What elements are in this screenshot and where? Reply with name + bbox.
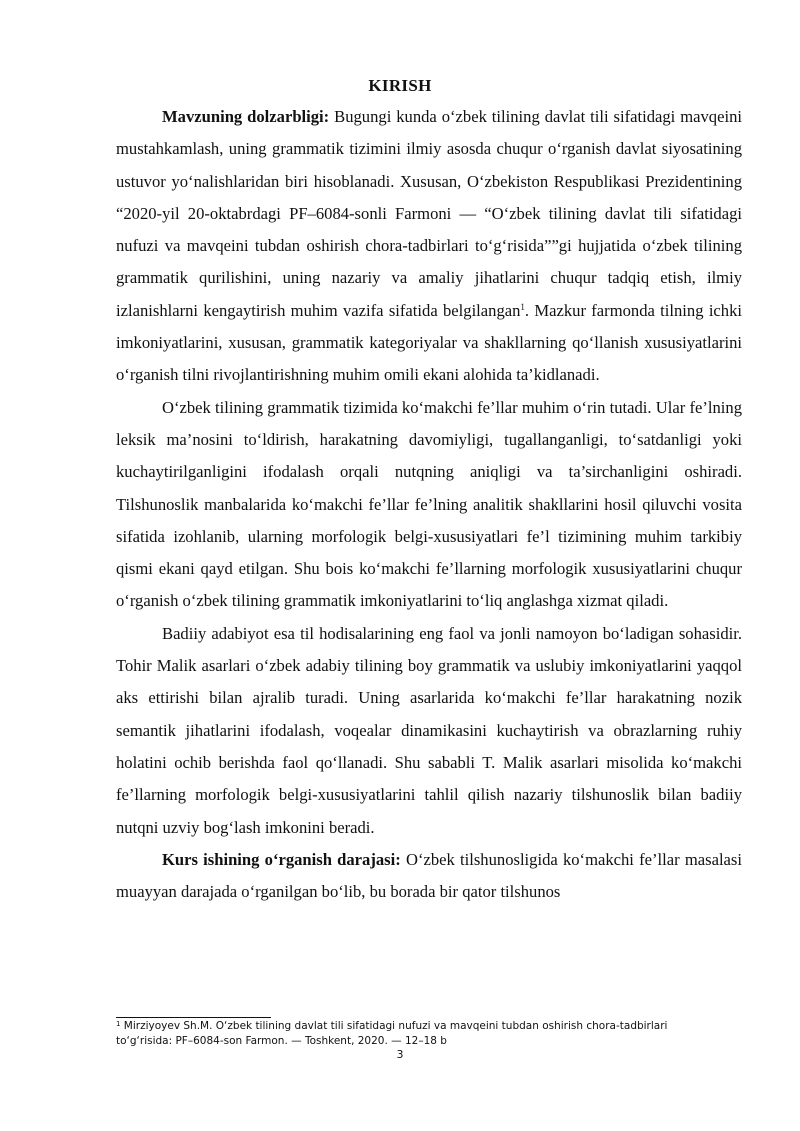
footnote-reference: 1 <box>520 301 525 312</box>
paragraph-lead: Mavzuning dolzarbligi: <box>162 107 330 126</box>
paragraph-lead: Kurs ishining o‘rganish darajasi: <box>162 849 401 869</box>
page-title: KIRISH <box>368 76 432 95</box>
paragraph-relevance <box>116 101 742 392</box>
footnote-divider <box>116 1017 271 1018</box>
footnote-marker: 1 <box>116 1020 121 1028</box>
paragraph-literature: Badiiy adabiyot esa til hodisalarining eng faol va jonli namoyon bo‘ladigan sohasidir. Tohir Malik asarlari o‘zbek adabiy tilining boy grammatik va uslubiy imkoniyatlarini yaqqol aks ettirishi bilan ajralib turadi. Uning asarlarida ko‘makchi fe’llar harakatning nozik semantik jihatlarini ifodalash, voqealar dinamikasini kuchaytirish va obrazlarning ruhiy holatini ochib berishda faol qo‘llanadi. Shu sababli T. Malik asarlari misolida ko‘makchi fe’llarning morfologik belgi-xususiyatlarini tahlil qilish nazariy tilshunoslik bilan badiiy nutqni uzviy bog‘lash imkonini beradi. <box>116 623 742 837</box>
paragraph-text: Bugungi kunda o‘zbek tilining davlat tili sifatidagi mavqeini mustahkamlash, uning grammatik tizimini ilmiy asosda chuqur o‘rganish davlat siyosatining ustuvor yo‘nalishlaridan biri hisoblanadi. Xususan, O‘zbekiston Respublikasi Prezidentining “2020-yil 20-oktabrdagi PF–6084-sonli Farmoni — “O‘zbek tilining davlat tili sifatidagi nufuzi va mavqeini tubdan oshirish chora-tadbirlari to‘g‘risida””gi hujjatida o‘zbek tilining grammatik qurilishini, uning nazariy va amaliy jihatlarini chuqur tadqiq etish, ilmiy izlanishlarni kengaytirish muhim vazifa sifatida belgilangan <box>116 107 742 320</box>
paragraph-text: O‘zbek tilshunosligida ko‘makchi fe’llar masalasi muayyan darajada o‘rganilgan bo‘lib, bu borada bir qator tilshunos <box>116 849 742 902</box>
footnote-line: to‘g‘risida: PF–6084-son Farmon. — Toshkent, 2020. — 12–18 b <box>116 1035 447 1047</box>
footnote-line <box>116 1019 742 1034</box>
paragraph-text-tail: . Mazkur farmonda tilning ichki imkoniyatlarini, xususan, grammatik kategoriyalar va shakllarning qo‘llanish xususiyatlarini o‘rganish tilni rivojlantirishning muhim omili ekani alohida ta’kidlanadi. <box>116 300 742 385</box>
document-body <box>116 101 742 908</box>
paragraph-research-level <box>116 844 742 909</box>
page-number: 3 <box>396 1048 404 1061</box>
footnote-text: Mirziyoyev Sh.M. O‘zbek tilining davlat tili sifatidagi nufuzi va mavqeini tubdan oshirish chora-tadbirlari <box>120 1020 668 1032</box>
footnote <box>116 1019 742 1049</box>
paragraph-auxiliary-verbs: O‘zbek tilining grammatik tizimida ko‘makchi fe’llar muhim o‘rin tutadi. Ular fe’lning leksik ma’nosini to‘ldirish, harakatning davomiyligi, tugallanganligi, to‘satdanligi yoki kuchaytirilganligini ifodalash orqali nutqning aniqligi va ta’sirchanligini oshiradi. Tilshunoslik manbalarida ko‘makchi fe’llar fe’lning analitik shakllarini hosil qiluvchi vosita sifatida izohlanib, ularning morfologik belgi-xususiyatlari fe’l tizimining muhim tarkibiy qismi ekani qayd etilgan. Shu bois ko‘makchi fe’llarning morfologik xususiyatlarini chuqur o‘rganish o‘zbek tilining grammatik imkoniyatlarini to‘liq anglashga xizmat qiladi. <box>116 397 742 611</box>
